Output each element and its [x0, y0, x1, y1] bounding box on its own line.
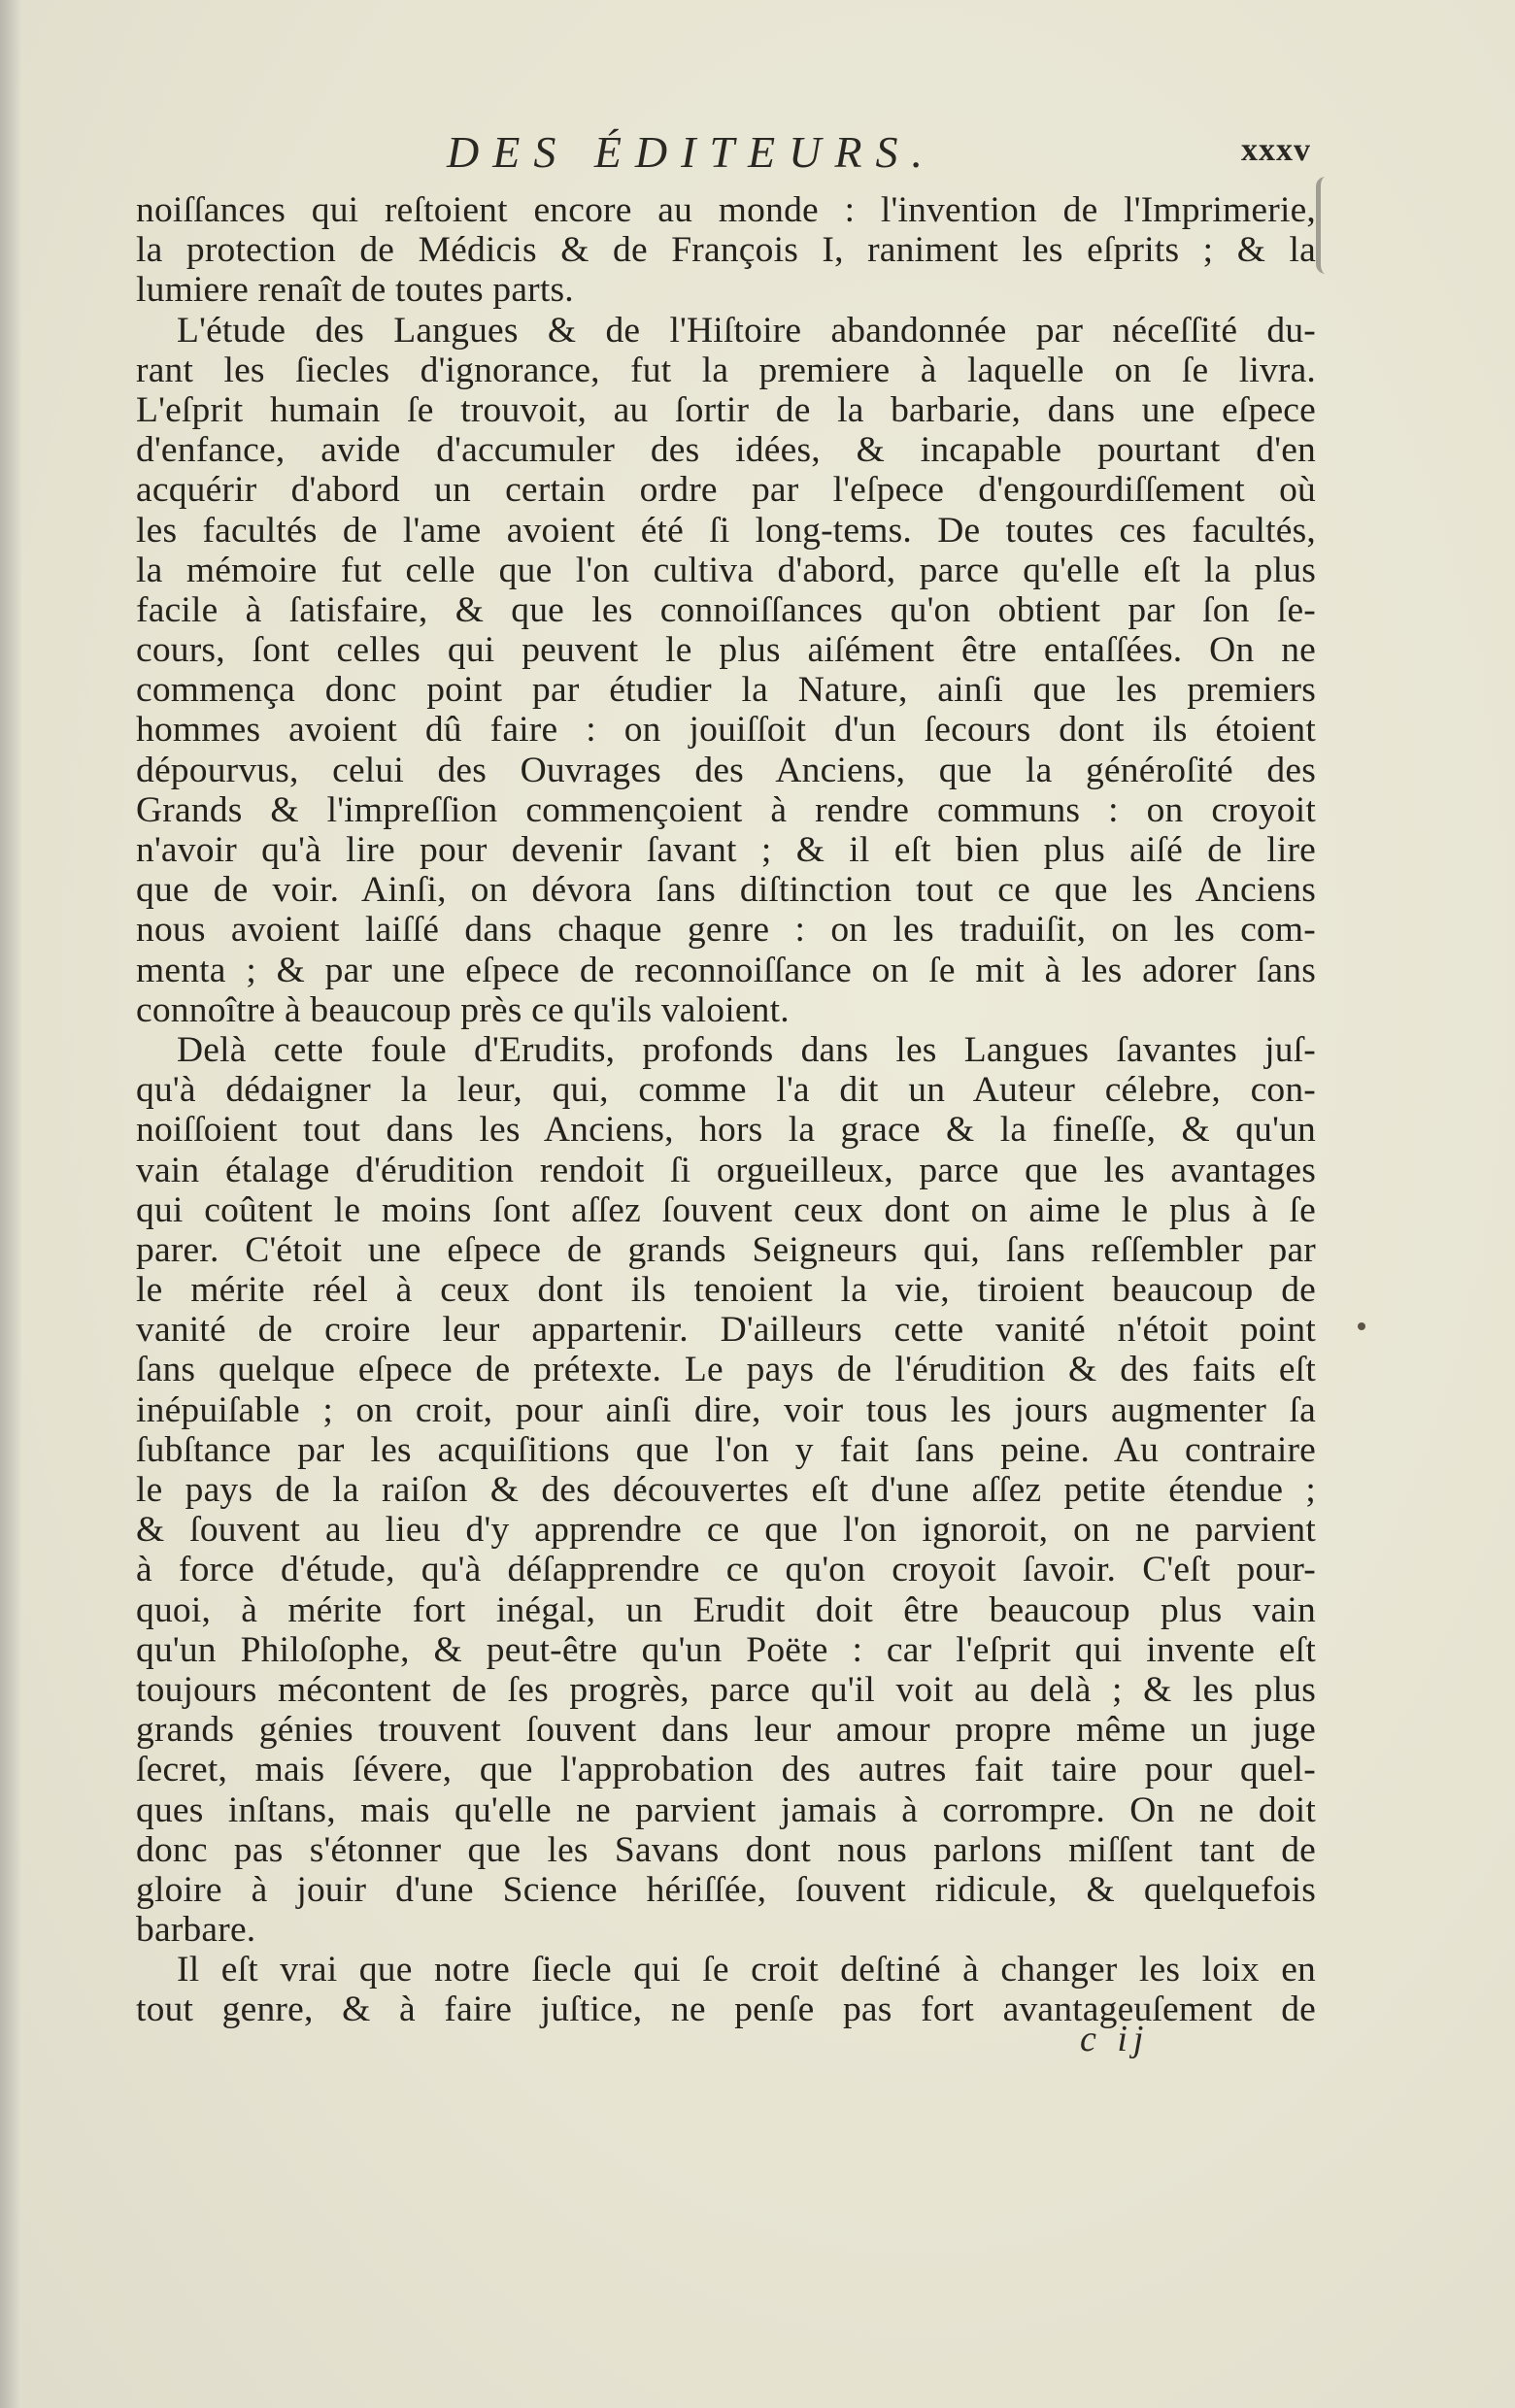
text-line: à force d'étude, qu'à déſapprendre ce qu'on croyoit ſavoir. C'eſt pour- [136, 1550, 1316, 1590]
text-line: qu'un Philoſophe, & peut-être qu'un Poëte : car l'eſprit qui invente eſt [136, 1629, 1316, 1670]
text-line: & ſouvent au lieu d'y apprendre ce que l'on ignoroit, on ne parvient [136, 1510, 1316, 1551]
text-line: inépuiſable ; on croit, pour ainſi dire, voir tous les jours augmenter ſa [136, 1389, 1316, 1430]
text-line: le mérite réel à ceux dont ils tenoient la vie, tiroient beaucoup de [136, 1270, 1316, 1311]
text-line: barbare. [136, 1910, 256, 1951]
text-line: d'enfance, avide d'accumuler des idées, & incapable pourtant d'en [136, 430, 1316, 471]
text-line: donc pas s'étonner que les Savans dont nous parlons miſſent tant de [136, 1829, 1316, 1870]
text-line: cours, ſont celles qui peuvent le plus aiſément être entaſſées. On ne [136, 630, 1316, 671]
body-text [136, 190, 1316, 2030]
text-line: noiſſoient tout dans les Anciens, hors la grace & la fineſſe, & qu'un [136, 1110, 1316, 1151]
margin-bracket-mark [1316, 177, 1334, 274]
text-line: vanité de croire leur appartenir. D'ailleurs cette vanité n'étoit point [136, 1310, 1316, 1351]
text-line: vain étalage d'érudition rendoit ſi orgueilleux, parce que les avantages [136, 1150, 1316, 1190]
binding-gutter-shadow [0, 0, 21, 2408]
text-line: acquérir d'abord un certain ordre par l'eſpece d'engourdiſſement où [136, 470, 1316, 511]
paragraph [136, 311, 1316, 1030]
text-line: dépourvus, celui des Ouvrages des Anciens, que la généroſité des [136, 750, 1316, 790]
text-line: L'eſprit humain ſe trouvoit, au ſortir de la barbarie, dans une eſpece [136, 389, 1316, 430]
text-line: les facultés de l'ame avoient été ſi long-tems. De toutes ces facultés, [136, 510, 1316, 551]
text-line: commença donc point par étudier la Nature, ainſi que les premiers [136, 670, 1316, 711]
margin-ink-dot [1358, 1322, 1365, 1330]
text-line: lumiere renaît de toutes parts. [136, 270, 574, 311]
text-line: L'étude des Langues & de l'Hiſtoire abandonnée par néceſſité du- [177, 310, 1316, 351]
running-head [126, 126, 1311, 184]
paragraph [136, 190, 1316, 311]
text-line: parer. C'étoit une eſpece de grands Seigneurs qui, ſans reſſembler par [136, 1229, 1316, 1270]
running-head-title: DES ÉDITEURS. [447, 127, 936, 177]
text-line: nous avoient laiſſé dans chaque genre : on les traduiſit, on les com- [136, 910, 1316, 951]
page-number: xxxv [1241, 132, 1311, 168]
text-line: menta ; & par une eſpece de reconnoiſſance on ſe mit à les adorer ſans [136, 950, 1316, 990]
text-line: n'avoir qu'à lire pour devenir ſavant ; & il eſt bien plus aiſé de lire [136, 830, 1316, 870]
text-line: quoi, à mérite fort inégal, un Erudit doit être beaucoup plus vain [136, 1589, 1316, 1630]
text-line: le pays de la raiſon & des découvertes eſt d'une aſſez petite étendue ; [136, 1470, 1316, 1510]
text-line: la mémoire fut celle que l'on cultiva d'abord, parce qu'elle eſt la plus [136, 550, 1316, 590]
text-line: ſubſtance par les acquiſitions que l'on y fait ſans peine. Au contraire [136, 1429, 1316, 1470]
text-line: noiſſances qui reſtoient encore au monde : l'invention de l'Imprimerie, [136, 190, 1316, 230]
signature-mark: c ij [1080, 2019, 1150, 2059]
text-line: tout genre, & à faire juſtice, ne penſe pas fort avantageuſement de [136, 1990, 1316, 2030]
text-line: ſecret, mais ſévere, que l'approbation des autres fait taire pour quel- [136, 1750, 1316, 1790]
text-line: gloire à jouir d'une Science hériſſée, ſouvent ridicule, & quelquefois [136, 1869, 1316, 1910]
text-line: ques inſtans, mais qu'elle ne parvient jamais à corrompre. On ne doit [136, 1789, 1316, 1830]
text-line: que de voir. Ainſi, on dévora ſans diſtinction tout ce que les Anciens [136, 870, 1316, 911]
paragraph [136, 1030, 1316, 1950]
text-line: connoître à beaucoup près ce qu'ils valoient. [136, 989, 790, 1030]
text-line: rant les ſiecles d'ignorance, fut la premiere à laquelle on ſe livra. [136, 350, 1316, 390]
text-line: Grands & l'impreſſion commençoient à rendre communs : on croyoit [136, 789, 1316, 830]
text-line: ſans quelque eſpece de prétexte. Le pays de l'érudition & des faits eſt [136, 1350, 1316, 1390]
text-line: Delà cette foule d'Erudits, profonds dans les Langues ſavantes juſ- [177, 1029, 1316, 1070]
text-line: toujours mécontent de ſes progrès, parce qu'il voit au delà ; & les plus [136, 1669, 1316, 1710]
text-line: grands génies trouvent ſouvent dans leur amour propre même un juge [136, 1710, 1316, 1751]
text-line: qu'à dédaigner la leur, qui, comme l'a dit un Auteur célebre, con- [136, 1070, 1316, 1111]
text-line: Il eſt vrai que notre ſiecle qui ſe croit deſtiné à changer les loix en [177, 1950, 1316, 1990]
text-line: hommes avoient dû faire : on jouiſſoit d'un ſecours dont ils étoient [136, 710, 1316, 751]
text-line: qui coûtent le moins ſont aſſez ſouvent ceux dont on aime le plus à ſe [136, 1189, 1316, 1230]
text-line: la protection de Médicis & de François I, raniment les eſprits ; & la [136, 230, 1316, 271]
text-line: facile à ſatisfaire, & que les connoiſſances qu'on obtient par ſon ſe- [136, 589, 1316, 630]
